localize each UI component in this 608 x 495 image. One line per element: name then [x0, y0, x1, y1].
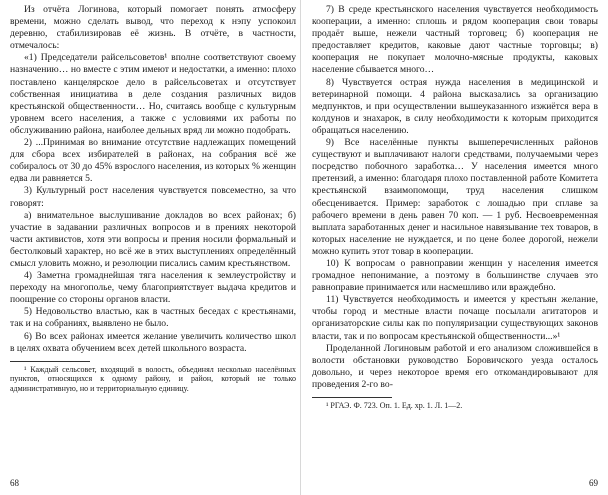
paragraph: 8) Чувствуется острая нужда населения в медицинской и ветеринарной помощи. 4 района высказались за организацию медпунктов, и при осуществлении вышеуказанного изжиётся вера в колдунов и знахарок, в силу необходимости к которым приходится обращаться населению. [312, 76, 598, 136]
paragraph: Из отчёта Логинова, который помогает понять атмосферу времени, можно сделать вывод, что переход к нэпу успокоил деревню, стабилизировав её жизнь. В отчёте, в частности, отмечалось: [10, 4, 296, 52]
footnote-divider [312, 397, 392, 398]
right-page [312, 4, 598, 490]
page-number: 69 [589, 478, 598, 488]
paragraph: 11) Чувствуется необходимость и имеется у крестьян желание, чтобы город и местные власти почаще посылали агитаторов и организаторские силы как по популяризации существующих законов власти, так и по вопросам крестьянской общественности...»¹ [312, 294, 598, 342]
page-number: 68 [10, 478, 19, 488]
footnote-divider [10, 361, 90, 362]
footnote: ¹ Каждый сельсовет, входящий в волость, объединял несколько населённых пунктов, относящихся к одному району, и район, который не только административную, но и территориальную единицу. [10, 364, 296, 393]
paragraph: 10) К вопросам о равноправии женщин у населения имеется громадное непонимание, а поэтому в большинстве случаев это равноправие принимается или насмешливо или враждебно. [312, 257, 598, 294]
paragraph: 2) ...Принимая во внимание отсутствие надлежащих помещений для сбора всех избирателей в районах, на собрания всё же собиралось от 30 до 45% взрослого населения, из которых % женщин едва ли равняется 5. [10, 137, 296, 185]
paragraph: 4) Заметна громаднейшая тяга населения к землеустройству и переходу на многополье, чему благоприятствует выдача кредитов и поощрение со стороны органов власти. [10, 270, 296, 306]
paragraph: 3) Культурный рост населения чувствуется повсеместно, за что говорят: [10, 185, 296, 209]
paragraph: 9) Все населённые пункты вышеперечисленных районов существуют и выплачивают налоги средствами, получаемыми через посредство побочного заработка… У населения имеется много претензий, а именно: благодаря плохо поставленной работе Комитета крестьянской взаимопомощи, труд населения слишком обесценивается. Пример: заработок с лошадью при сплаве за рабочего времени в день равен 70 коп. — 1 руб. Несвоевременная выплата заработанных денег и насильное навязывание тех товаров, в которых население не нуждается, и по цене более дорогой, нежели можно купить этот товар в кооперации. [312, 137, 598, 257]
right-page-body [312, 4, 598, 391]
paragraph: Проделанной Логиновым работой и его анализом сложившейся в волости обстановки руководство Боровичского уезда осталось довольно, и через некоторое время его откомандировывают для проведения 2-го во- [312, 342, 598, 390]
paragraph: 7) В среде крестьянского населения чувствуется необходимость кооперации, а именно: сплошь и рядом кооперация свои товары продаёт выше, нежели частный торговец; б) кооперация не предоставляет кредитов, каковые дают частные торговцы; в) кооперация не покупает молочно-мясные продукты, каковых население сбывается много… [312, 4, 598, 76]
paragraph: 6) Во всех районах имеется желание увеличить количество школ в целях охвата обучением всех детей школьного возраста. [10, 330, 296, 354]
footnote: ¹ РГАЭ. Ф. 723. Оп. 1. Ед. хр. 1. Л. 1—2. [326, 401, 463, 410]
paragraph: а) внимательное выслушивание докладов во всех районах; б) участие в задавании различных вопросов и в прениях некоторой части активистов, хотя эти вопросы и прения носили формальный и бестолковый характер, но всё же в этих выступлениях определённый смысл уловить можно, и резолюции писались самим крестьянством. [10, 209, 296, 269]
paragraph: «1) Председатели райсельсоветов¹ вполне соответствуют своему назначению… но вместе с этим имеют и недостатки, а именно: плохо поставлено канцелярское дело в райсельсоветах и отсутствует собственная инициатива в деле создания различных видов крестьянской общественности… Но, считаясь вообще с культурным уровнем всего населения, а также с условиями их работы по обслуживанию района, наиболее дельных вряд ли можно подобрать. [10, 52, 296, 136]
left-page-body [10, 4, 296, 355]
left-page [10, 4, 296, 490]
book-gutter [300, 0, 301, 495]
paragraph: 5) Недовольство властью, как в частных беседах с крестьянами, так и на собраниях, выявлено не было. [10, 306, 296, 330]
